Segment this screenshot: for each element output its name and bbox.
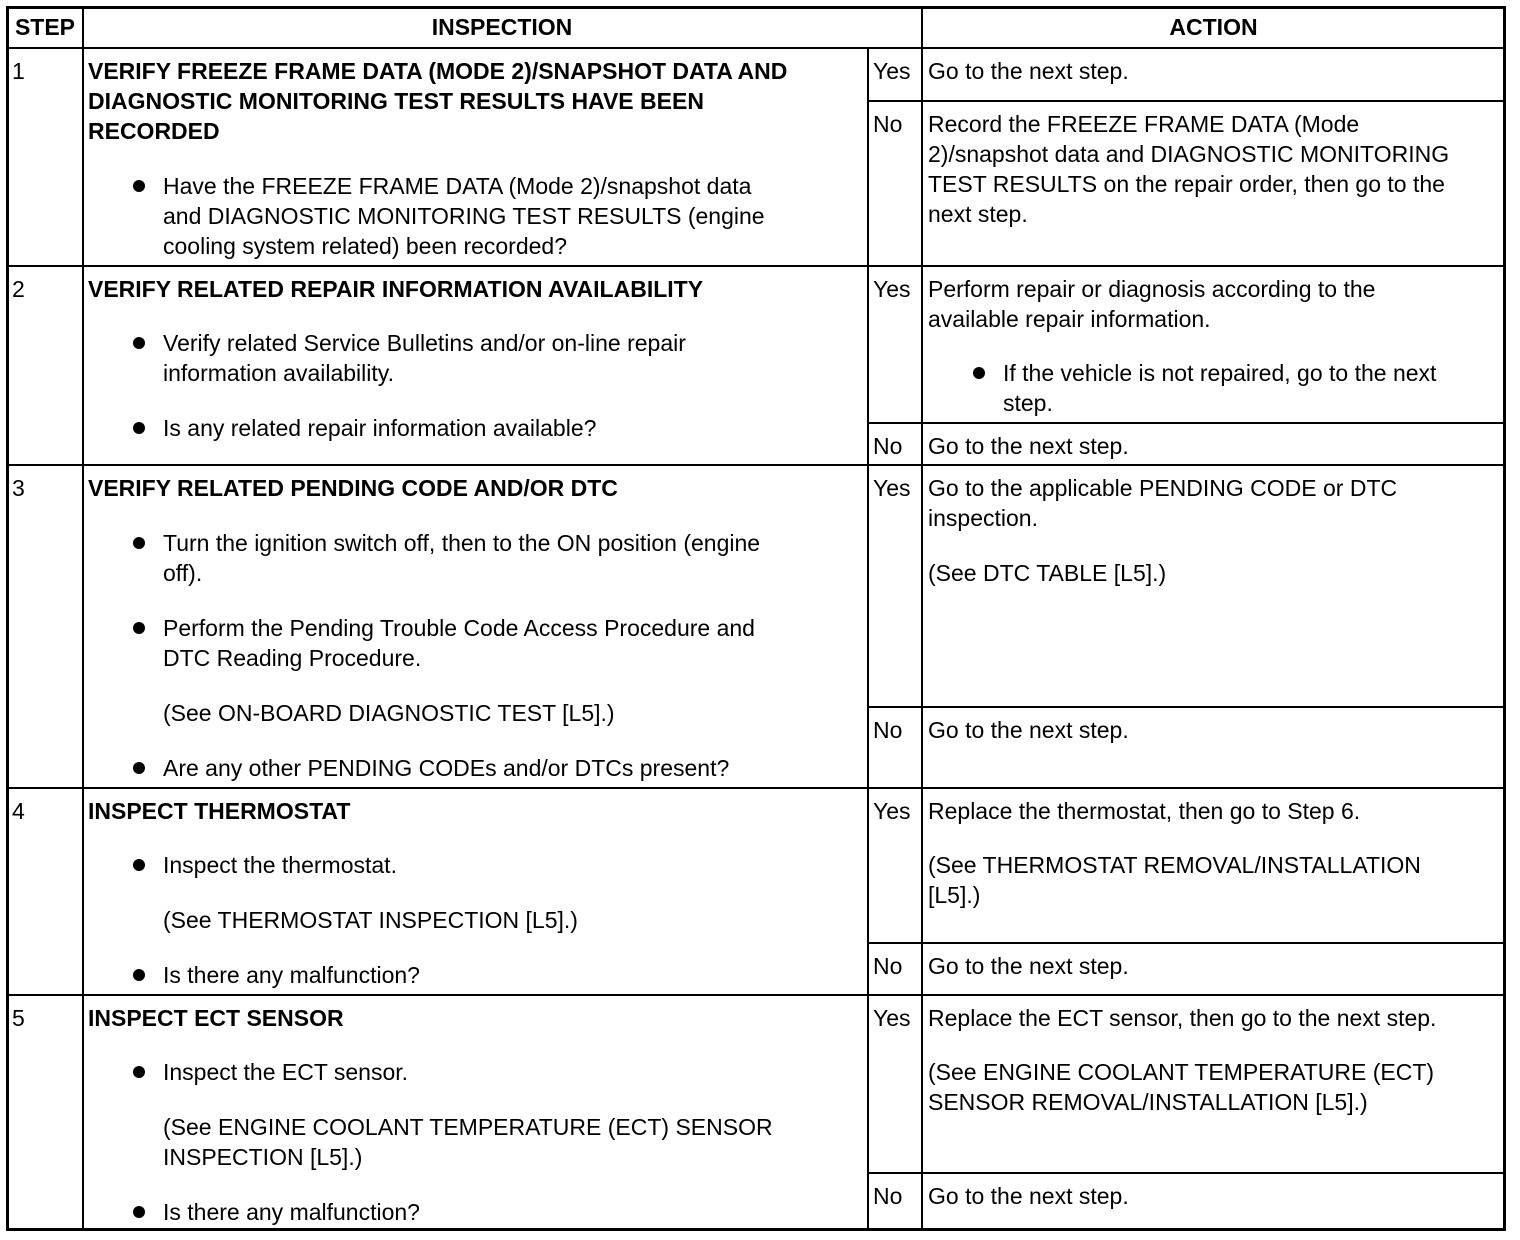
bullet-text: off). bbox=[163, 560, 203, 586]
bullet-icon bbox=[133, 762, 145, 774]
reference-text: (See ON-BOARD DIAGNOSTIC TEST [L5].) bbox=[163, 700, 615, 726]
bullet-text: Are any other PENDING CODEs and/or DTCs present? bbox=[163, 755, 730, 781]
step-title-line: DIAGNOSTIC MONITORING TEST RESULTS HAVE BEEN bbox=[88, 88, 704, 114]
step-number: 5 bbox=[12, 1005, 25, 1031]
yes-label: Yes bbox=[873, 798, 911, 824]
yes-label: Yes bbox=[873, 475, 911, 501]
yes-no-divider bbox=[867, 942, 1505, 944]
no-action: Go to the next step. bbox=[928, 1183, 1129, 1209]
bullet-icon bbox=[133, 622, 145, 634]
yes-action: Go to the applicable PENDING CODE or DTC bbox=[928, 475, 1398, 501]
yes-no-divider bbox=[867, 706, 1505, 708]
no-action: Go to the next step. bbox=[928, 953, 1129, 979]
col-divider-action bbox=[921, 8, 923, 1230]
no-label: No bbox=[873, 953, 903, 979]
yes-bullet-text: If the vehicle is not repaired, go to the next bbox=[1003, 360, 1437, 386]
bullet-text: Is there any malfunction? bbox=[163, 1199, 420, 1225]
yes-bullet-text: step. bbox=[1003, 390, 1053, 416]
bullet-icon bbox=[133, 1066, 145, 1078]
yes-reference: [L5].) bbox=[928, 882, 981, 908]
bullet-icon bbox=[133, 969, 145, 981]
col-divider-step bbox=[82, 8, 84, 1230]
yes-action: available repair information. bbox=[928, 306, 1211, 332]
bullet-text: Have the FREEZE FRAME DATA (Mode 2)/snapshot data bbox=[163, 173, 752, 199]
step-number: 3 bbox=[12, 475, 25, 501]
bullet-icon bbox=[133, 422, 145, 434]
bullet-icon bbox=[133, 337, 145, 349]
bullet-text: cooling system related) been recorded? bbox=[163, 233, 568, 259]
header-step: STEP bbox=[14, 14, 76, 40]
col-divider-inspection bbox=[867, 48, 869, 1230]
bullet-text: Verify related Service Bulletins and/or on-line repair bbox=[163, 330, 686, 356]
bullet-text: information availability. bbox=[163, 360, 394, 386]
yes-no-divider bbox=[867, 1172, 1505, 1174]
bullet-text: and DIAGNOSTIC MONITORING TEST RESULTS (engine bbox=[163, 203, 765, 229]
bullet-text: Turn the ignition switch off, then to the ON position (engine bbox=[163, 530, 761, 556]
reference-text: (See THERMOSTAT INSPECTION [L5].) bbox=[163, 907, 578, 933]
step-number: 4 bbox=[12, 798, 25, 824]
bullet-text: Inspect the ECT sensor. bbox=[163, 1059, 409, 1085]
row-divider bbox=[8, 994, 1505, 996]
step-title: VERIFY RELATED REPAIR INFORMATION AVAILABILITY bbox=[88, 276, 704, 302]
yes-action: Go to the next step. bbox=[928, 58, 1129, 84]
bullet-icon bbox=[133, 859, 145, 871]
reference-text: (See ENGINE COOLANT TEMPERATURE (ECT) SENSOR bbox=[163, 1114, 773, 1140]
reference-text: INSPECTION [L5].) bbox=[163, 1144, 363, 1170]
bullet-text: Inspect the thermostat. bbox=[163, 852, 397, 878]
no-label: No bbox=[873, 111, 903, 137]
no-action: next step. bbox=[928, 201, 1028, 227]
step-title-line: VERIFY FREEZE FRAME DATA (MODE 2)/SNAPSHOT DATA AND bbox=[88, 58, 788, 84]
yes-reference: (See ENGINE COOLANT TEMPERATURE (ECT) bbox=[928, 1059, 1435, 1085]
bullet-text: Is there any malfunction? bbox=[163, 962, 420, 988]
yes-label: Yes bbox=[873, 1005, 911, 1031]
yes-reference: (See THERMOSTAT REMOVAL/INSTALLATION bbox=[928, 852, 1421, 878]
step-title: INSPECT THERMOSTAT bbox=[88, 798, 351, 824]
header-action: ACTION bbox=[1169, 14, 1258, 40]
no-action: 2)/snapshot data and DIAGNOSTIC MONITORING bbox=[928, 141, 1450, 167]
no-action: Go to the next step. bbox=[928, 433, 1129, 459]
step-title-line: RECORDED bbox=[88, 118, 220, 144]
no-label: No bbox=[873, 433, 903, 459]
row-divider bbox=[8, 464, 1505, 466]
yes-action: Replace the thermostat, then go to Step 6. bbox=[928, 798, 1361, 824]
bullet-icon bbox=[133, 180, 145, 192]
bullet-icon bbox=[973, 367, 985, 379]
yes-action: Perform repair or diagnosis according to the bbox=[928, 276, 1376, 302]
no-action: Go to the next step. bbox=[928, 717, 1129, 743]
header-inspection: INSPECTION bbox=[431, 14, 573, 40]
yes-label: Yes bbox=[873, 58, 911, 84]
header-divider bbox=[8, 47, 1505, 49]
step-number: 2 bbox=[12, 276, 25, 302]
bullet-text: Is any related repair information available? bbox=[163, 415, 597, 441]
no-action: Record the FREEZE FRAME DATA (Mode bbox=[928, 111, 1360, 137]
yes-reference: (See DTC TABLE [L5].) bbox=[928, 560, 1167, 586]
bullet-text: DTC Reading Procedure. bbox=[163, 645, 422, 671]
step-title: INSPECT ECT SENSOR bbox=[88, 1005, 344, 1031]
no-label: No bbox=[873, 1183, 903, 1209]
no-label: No bbox=[873, 717, 903, 743]
yes-reference: SENSOR REMOVAL/INSTALLATION [L5].) bbox=[928, 1089, 1368, 1115]
step-number: 1 bbox=[12, 58, 25, 84]
step-title: VERIFY RELATED PENDING CODE AND/OR DTC bbox=[88, 475, 618, 501]
yes-label: Yes bbox=[873, 276, 911, 302]
bullet-icon bbox=[133, 1206, 145, 1218]
bullet-icon bbox=[133, 537, 145, 549]
yes-no-divider bbox=[867, 100, 1505, 102]
yes-action: inspection. bbox=[928, 505, 1038, 531]
bullet-text: Perform the Pending Trouble Code Access Procedure and bbox=[163, 615, 755, 641]
row-divider bbox=[8, 265, 1505, 267]
yes-no-divider bbox=[867, 422, 1505, 424]
no-action: TEST RESULTS on the repair order, then go to the bbox=[928, 171, 1445, 197]
yes-action: Replace the ECT sensor, then go to the next step. bbox=[928, 1005, 1437, 1031]
row-divider bbox=[8, 787, 1505, 789]
